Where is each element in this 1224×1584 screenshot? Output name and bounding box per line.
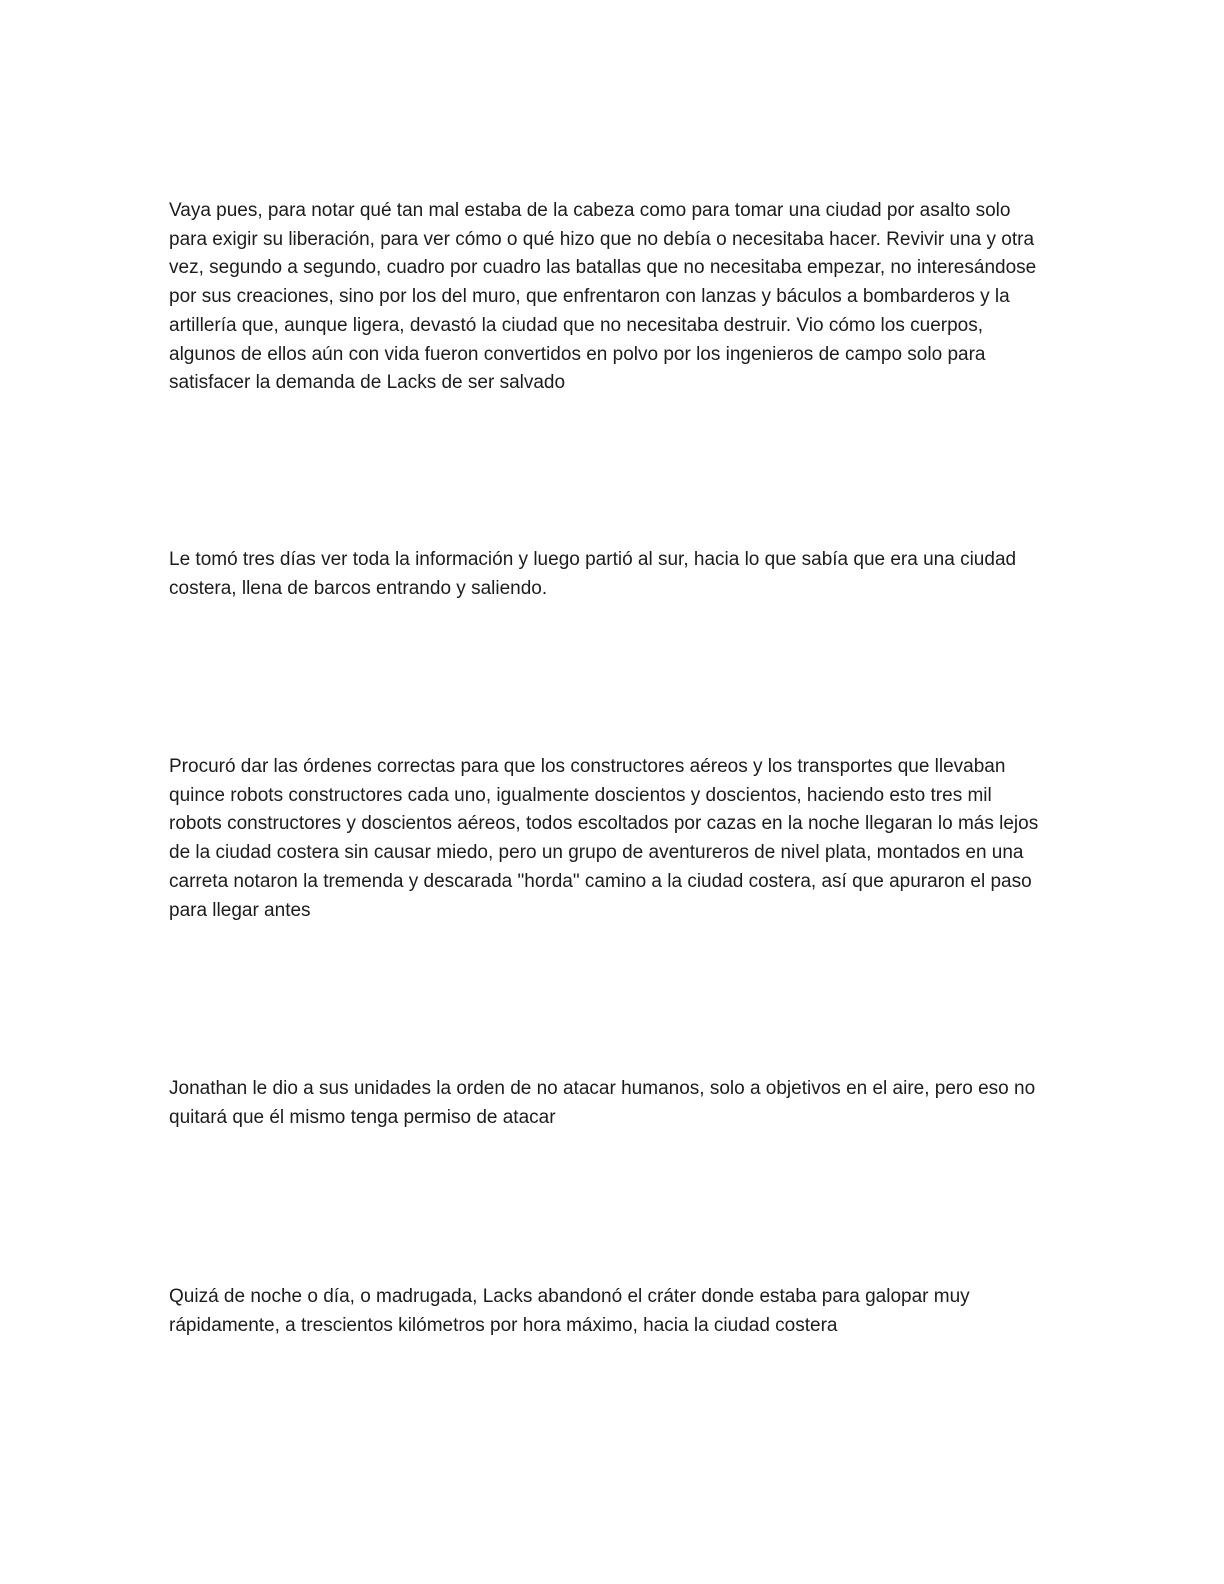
paragraph-1: Vaya pues, para notar qué tan mal estaba de la cabeza como para tomar una ciudad por asalto solo para exigir su liberación, para ver cómo o qué hizo que no debía o necesitaba hacer. Revivir una y otra vez, segundo a segundo, cuadro por cuadro las batallas que no necesitaba empezar, no interesándose por sus creaciones, sino por los del muro, que enfrentaron con lanzas y báculos a bombarderos y la artillería que, aunque ligera, devastó la ciudad que no necesitaba destruir. Vio cómo los cuerpos, algunos de ellos aún con vida fueron convertidos en polvo por los ingenieros de campo solo para satisfacer la demanda de Lacks de ser salvado	[169, 200, 1037, 394]
paragraph-3: Procuró dar las órdenes correctas para que los constructores aéreos y los transportes que llevaban quince robots constructores cada uno, igualmente doscientos y doscientos, haciendo esto tres mil robots constructores y doscientos aéreos, todos escoltados por cazas en la noche llegaran lo más lejos de la ciudad costera sin causar miedo, pero un grupo de aventureros de nivel plata, montados en una carreta notaron la tremenda y descarada "horda" camino a la ciudad costera, así que apuraron el paso para llegar antes	[169, 756, 1039, 921]
paragraph-2: Le tomó tres días ver toda la información y luego partió al sur, hacia lo que sabía que era una ciudad costera, llena de barcos entrando y saliendo.	[169, 549, 1017, 599]
paragraph-5: Quizá de noche o día, o madrugada, Lacks abandonó el cráter donde estaba para galopar muy rápidamente, a trescientos kilómetros por hora máximo, hacia la ciudad costera	[169, 1286, 970, 1336]
paragraph-4: Jonathan le dio a sus unidades la orden de no atacar humanos, solo a objetivos en el aire, pero eso no quitará que él mismo tenga permiso de atacar	[169, 1078, 1036, 1128]
